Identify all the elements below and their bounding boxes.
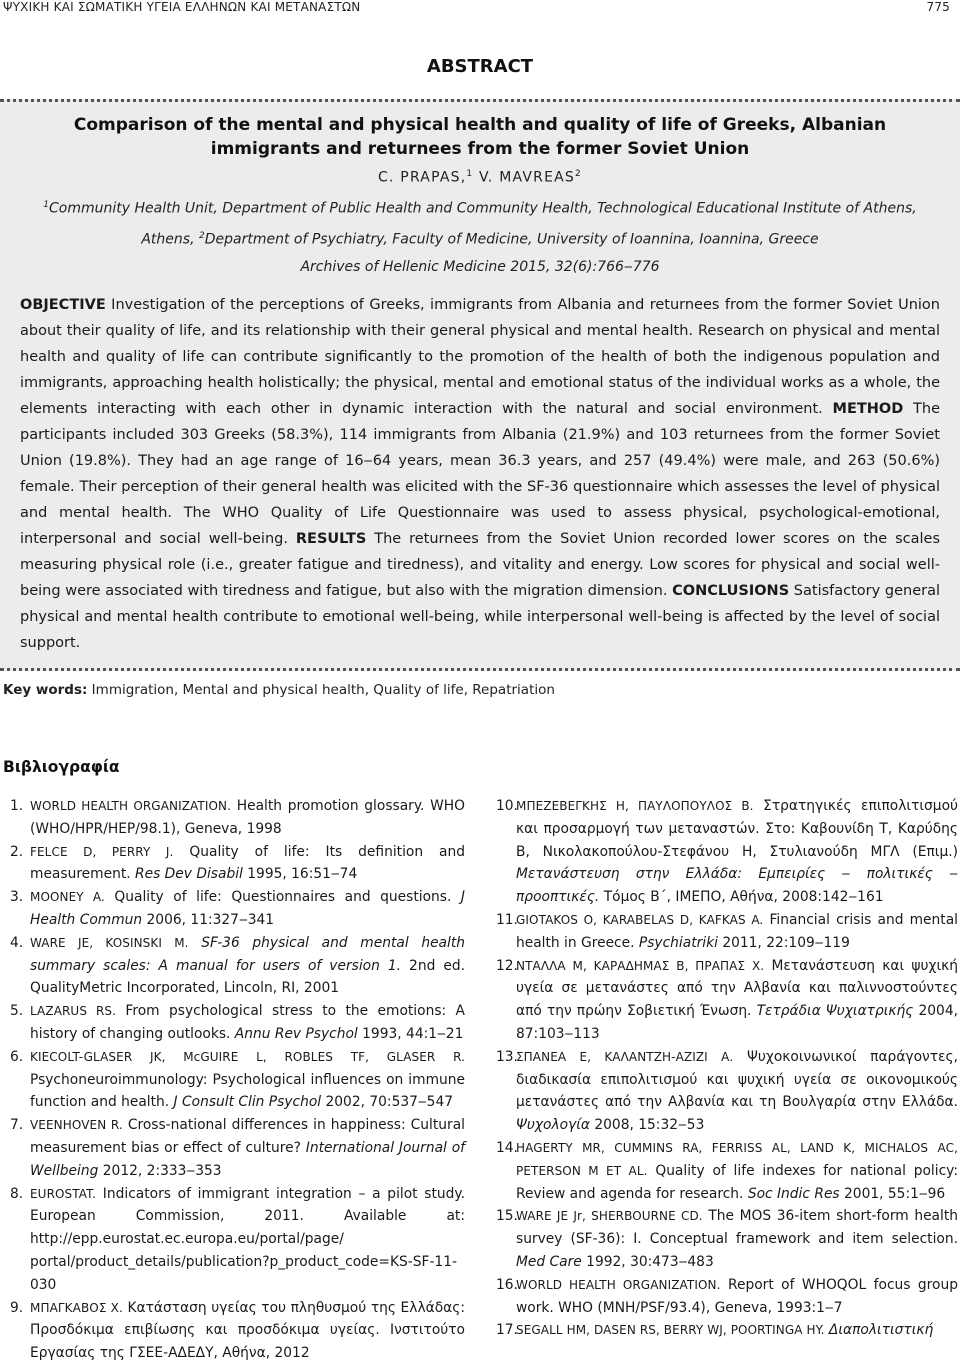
- reference-text: Μετανάστευση και ψυχική υγεία σε μετανάστες από την Αλβανία και παλιννοστούντες από την πρώην Σοβιετική Ένωση.: [516, 957, 958, 1020]
- reference-item: [10, 1114, 465, 1182]
- reference-details: 1993, 44:1‒21: [357, 1025, 464, 1042]
- reference-authors: VEENHOVEN R.: [30, 1118, 123, 1133]
- aff-1-sup: 1: [43, 200, 49, 210]
- reference-item: [10, 1000, 465, 1046]
- keywords-text: Immigration, Mental and physical health, Quality of life, Repatriation: [87, 682, 555, 698]
- reference-number: 1.: [10, 798, 24, 814]
- reference-number: 3.: [10, 889, 24, 906]
- reference-details: Τόμος Β΄, ΙΜΕΠΟ, Αθήνα, 2008:142‒161: [599, 889, 884, 906]
- reference-number: 14.: [496, 1139, 518, 1156]
- reference-details: 1995, 16:51‒74: [242, 866, 358, 883]
- reference-item: [10, 841, 465, 887]
- reference-authors: KIECOLT-GLASER JK, McGUIRE L, ROBLES TF, GLASER R.: [30, 1049, 465, 1064]
- reference-details: 2002, 70:537‒547: [321, 1094, 454, 1111]
- reference-authors: ΝΤΑΛΛΑ Μ, ΚΑΡΑΔΗΜΑΣ Β, ΠΡΑΠΑΣ Χ.: [516, 958, 765, 973]
- journal-citation: Archives of Hellenic Medicine 2015, 32(6):766‒776: [300, 259, 660, 275]
- reference-details: 1992, 30:473‒483: [581, 1253, 714, 1270]
- reference-text: Cross-national differences in happiness: Cultural measurement bias or effect of culture?: [30, 1117, 465, 1156]
- reference-journal: J Consult Clin Psychol: [173, 1094, 322, 1111]
- page-number: 775: [926, 0, 950, 14]
- reference-number: 17.: [496, 1322, 518, 1339]
- reference-details: 2008, 15:32‒53: [589, 1117, 705, 1134]
- reference-journal: Res Dev Disabil: [135, 866, 243, 883]
- reference-text: [189, 935, 202, 951]
- article-title: Comparison of the mental and physical health and quality of life of Greeks, Albanian immigrants and returnees from the former Soviet Union: [73, 115, 887, 159]
- reference-item: [10, 795, 465, 841]
- reference-authors: HAGERTY MR, CUMMINS RA, FERRISS AL, LAND K, MICHALOS AC, PETERSON M ET AL.: [516, 1140, 958, 1178]
- reference-text: Psychoneuroimmunology: Psychological influences on immune function and health.: [30, 1071, 465, 1111]
- author-2: V. MAVREAS: [478, 169, 576, 186]
- conclusions-text: Satisfactory general physical and mental health contribute to emotional well-being, while interpersonal well-being is affected by the level of social support.: [20, 583, 941, 651]
- reference-journal: International Journal of Wellbeing: [30, 1139, 465, 1179]
- references-right-column: [496, 795, 958, 1342]
- reference-number: 10.: [496, 798, 518, 814]
- bibliography-heading: Βιβλιογραφία: [3, 758, 120, 776]
- results-label: RESULTS: [295, 531, 367, 547]
- running-head-title: ΨΥΧΙΚΗ ΚΑΙ ΣΩΜΑΤΙΚΗ ΥΓΕΙΑ ΕΛΛΗΝΩΝ ΚΑΙ ΜΕΤΑΝΑΣΤΩΝ: [3, 0, 361, 14]
- reference-text: Indicators of immigrant integration – a pilot study. European Commission, 2011. Available at: http://epp.eurostat.ec.europa.eu/portal/page/ portal/product_details/publication?p_product_code=KS-SF-11-030: [30, 1185, 465, 1293]
- reference-authors: LAZARUS RS.: [30, 1004, 117, 1019]
- reference-journal: Τετράδια Ψυχιατρικής: [756, 1003, 914, 1020]
- affiliations: [20, 192, 940, 253]
- reference-journal: Med Care: [516, 1253, 582, 1270]
- reference-item: [496, 795, 958, 909]
- reference-text: Quality of life: Its definition and measurement.: [30, 843, 465, 883]
- reference-text: Κατάσταση υγείας του πληθυσμού της Ελλάδας: Προσδόκιμα επιβίωσης και προσδόκιμα υγείας. Ινστιτούτο Εργασίας της ΓΣΕΕ-ΑΔΕΔΥ, Αθήνα, 2012: [30, 1299, 465, 1362]
- reference-authors: GIOTAKOS O, KARABELAS D, KAFKAS A.: [516, 912, 764, 927]
- reference-item: [10, 1046, 465, 1114]
- reference-number: 16.: [496, 1276, 518, 1293]
- reference-item: [496, 1319, 958, 1342]
- reference-authors: ΜΠΑΓΚΑΒΟΣ Χ.: [30, 1300, 123, 1315]
- reference-details: 2006, 11:327‒341: [142, 911, 275, 928]
- aff-2: Department of Psychiatry, Faculty of Medicine, University of Ioannina, Ioannina, Greece: [204, 231, 819, 248]
- reference-details: 2nd ed. QualityMetric Incorporated, Lincoln, RI, 2001: [30, 957, 465, 997]
- reference-number: 15.: [496, 1208, 518, 1225]
- reference-authors: ΣΠΑΝΕΑ Ε, ΚΑΛΑΝΤΖΗ-ΑΖΙΖΙ Α.: [516, 1049, 734, 1064]
- reference-journal: Μετανάστευση στην Ελλάδα: Εμπειρίες ‒ πολιτικές ‒ προοπτικές.: [516, 866, 958, 906]
- reference-number: 4.: [10, 934, 24, 951]
- reference-text: Quality of life: Questionnaires and questions.: [104, 889, 461, 906]
- reference-number: 13.: [496, 1048, 518, 1065]
- reference-text: From psychological stress to the emotions: A history of changing outlooks.: [30, 1003, 465, 1042]
- aff-1: Community Health Unit, Department of Public Health and Community Health, Technological Educational Institute of Athens, Athens,: [49, 200, 917, 248]
- reference-journal: J Health Commun: [30, 889, 465, 928]
- reference-text: Στρατηγικές επιπολιτισμού και προσαρμογή των μεταναστών. Στο: Καβουνίδη Τ, Καρύδης Β, Νικολακοπούλου-Στεφάνου Η, Στυλιανούδη ΜΓΛ (Επιμ.): [516, 798, 958, 860]
- aff-2-sup: 2: [198, 230, 205, 241]
- reference-authors: WORLD HEALTH ORGANIZATION.: [30, 799, 232, 813]
- author-1-sup: 1: [466, 169, 474, 179]
- reference-text: Financial crisis and mental health in Greece.: [516, 911, 958, 951]
- reference-number: 7.: [10, 1117, 24, 1134]
- reference-details: 2011, 22:109‒119: [717, 934, 850, 951]
- reference-number: 11.: [496, 911, 518, 928]
- keywords: [3, 682, 943, 698]
- method-label: METHOD: [832, 401, 904, 417]
- reference-authors: MOONEY A.: [30, 890, 105, 905]
- reference-item: [496, 1274, 958, 1320]
- reference-number: 8.: [10, 1185, 24, 1202]
- reference-number: 12.: [496, 957, 518, 974]
- reference-journal: Soc Indic Res: [747, 1185, 840, 1202]
- author-1: C. PRAPAS,: [378, 169, 467, 186]
- reference-authors: WORLD HEALTH ORGANIZATION.: [516, 1277, 721, 1292]
- reference-item: [10, 1183, 465, 1297]
- reference-authors: SEGALL HM, DASEN RS, BERRY WJ, POORTINGA HY.: [516, 1323, 825, 1338]
- reference-authors: ΜΠΕΖΕΒΕΓΚΗΣ Η, ΠΑΥΛΟΠΟΥΛΟΣ Β.: [516, 799, 754, 813]
- reference-item: [496, 1046, 958, 1137]
- abstract-heading: ABSTRACT: [426, 56, 534, 77]
- reference-journal: Διαπολιτιστική: [828, 1322, 934, 1339]
- keywords-label: Key words:: [3, 682, 88, 698]
- author-2-sup: 2: [575, 169, 582, 179]
- reference-authors: FELCE D, PERRY J.: [30, 844, 174, 859]
- reference-details: 2004, 87:103‒113: [516, 1003, 958, 1042]
- method-text: The participants included 303 Greeks (58.3%), 114 immigrants from Albania (21.9%) and 103 returnees from the former Soviet Union (19.8%). They had an age range of 16‒64 years, mean 36.3 years, and 257 (49.4%) were male, and 263 (50.6%) female. Their perception of their general health was elicited with the SF-36 questionnaire which assesses the level of physical and mental health. The WHO Quality of Life Questionnaire was used to assess physical, psychological-emotional, interpersonal and social well-being.: [20, 401, 940, 547]
- authors: [0, 169, 960, 186]
- reference-item: [496, 955, 958, 1046]
- reference-number: 2.: [10, 843, 24, 860]
- reference-text: Quality of life indexes for national policy: Review and agenda for research.: [516, 1162, 958, 1202]
- references-left-column: [10, 795, 465, 1365]
- reference-item: [10, 886, 465, 932]
- reference-text: Health promotion glossary. WHO (WHO/HPR/HEP/98.1), Geneva, 1998: [30, 798, 465, 837]
- reference-text: The MOS 36-item short-form health survey (SF-36): I. Conceptual framework and item selection.: [516, 1208, 958, 1248]
- reference-item: [10, 1297, 465, 1365]
- reference-item: [10, 932, 465, 1000]
- abstract-body: [20, 292, 940, 656]
- reference-journal: Ψυχολογία: [516, 1117, 590, 1134]
- reference-details: 2012, 2:333‒353: [98, 1162, 222, 1179]
- reference-journal: Psychiatriki: [638, 934, 718, 951]
- reference-authors: WARE JE Jr, SHERBOURNE CD.: [516, 1209, 703, 1224]
- reference-item: [496, 909, 958, 955]
- results-text: The returnees from the Soviet Union recorded lower scores on the scales measuring physical role (i.e., greater fatigue and tiredness), and vitality and energy. Low scores for physical and social well-being were associated with tiredness and fatigue, but also with the migration dimension.: [20, 531, 941, 599]
- reference-authors: WARE JE, KOSINSKI M.: [30, 935, 189, 950]
- reference-journal: Annu Rev Psychol: [234, 1025, 358, 1042]
- reference-number: 9.: [10, 1299, 24, 1316]
- reference-text: Report of WHOQOL focus group work. WHO (MNH/PSF/93.4), Geneva, 1993:1‒7: [516, 1276, 958, 1316]
- reference-number: 5.: [10, 1003, 24, 1020]
- objective-text: Investigation of the perceptions of Greeks, immigrants from Albania and returnees from the former Soviet Union about their quality of life, and its relationship with their general physical and mental health. Research on physical and mental health and quality of life can contribute significantly to the promotion of the health of both the indigenous population and immigrants, approaching health holistically; the physical, mental and emotional status of the individual works as a whole, the elements interacting with each other in dynamic interaction with the natural and social environment.: [20, 297, 940, 417]
- objective-label: OBJECTIVE: [20, 297, 106, 313]
- reference-text: Ψυχοκοινωνικοί παράγοντες, διαδικασία επιπολιτισμού και ψυχική υγεία σε οικονομικούς μετανάστες από την Αλβανία και τη Βουλγαρία στην Ελλάδα.: [516, 1048, 958, 1111]
- conclusions-label: CONCLUSIONS: [672, 583, 790, 599]
- reference-number: 6.: [10, 1048, 24, 1065]
- reference-item: [496, 1205, 958, 1273]
- running-head: [3, 0, 950, 18]
- reference-item: [496, 1137, 958, 1205]
- reference-authors: EUROSTAT.: [30, 1186, 97, 1201]
- reference-details: 2001, 55:1‒96: [839, 1185, 946, 1202]
- reference-journal: SF-36 physical and mental health summary scales: A manual for users of version 1.: [30, 934, 466, 974]
